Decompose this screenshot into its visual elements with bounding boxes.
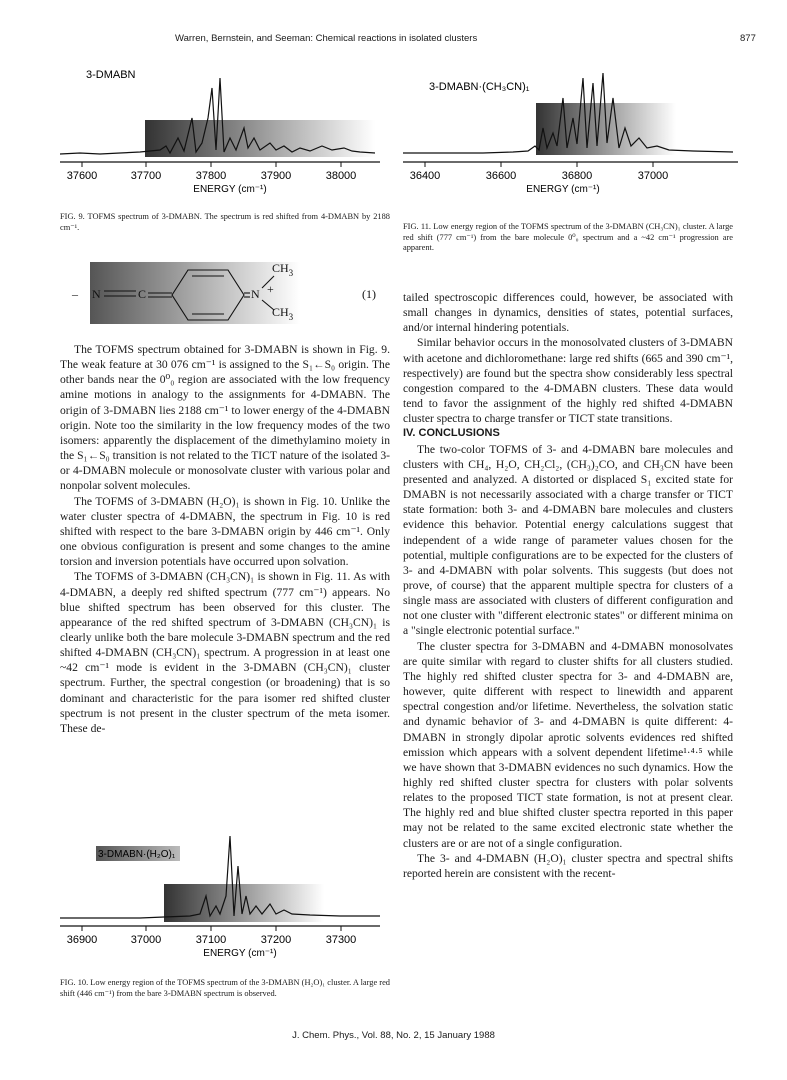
equation-ch3-bottom: $CH_3$ bbox=[272, 305, 294, 322]
equation-plus: + bbox=[267, 282, 274, 296]
fig9-tick-label: 37700 bbox=[130, 170, 162, 182]
journal-footer: J. Chem. Phys., Vol. 88, No. 2, 15 January 1988 bbox=[292, 1030, 495, 1041]
equation-ch3-top: $CH_3$ bbox=[272, 262, 294, 278]
fig11-tick-label: 36400 bbox=[409, 170, 441, 182]
fig10-label: 3-DMABN·(H₂O)₁ bbox=[98, 849, 176, 860]
figure-10 bbox=[60, 826, 390, 966]
paragraph: The TOFMS of 3-DMABN (H₂O)₁ is shown in Fig. 10. Unlike the water cluster spectra of 4-DMABN, the spectrum in Fig. 10 is red shifted with respect to the bare 3-DMABN origin by 446 cm⁻¹. Only one obvious configuration is present and some changes to the amine torsion and inversion potentials have occurred upon solvation. bbox=[60, 494, 390, 569]
fig11-tick-label: 36800 bbox=[561, 170, 593, 182]
fig9-axis-label: ENERGY (cm⁻¹) bbox=[193, 184, 267, 195]
fig11-caption: FIG. 11. Low energy region of the TOFMS spectrum of the 3-DMABN (CH₃CN)₁ cluster. A large red shift (777 cm⁻¹) from the bare molecule 0⁰₀ spectrum and a ~42 cm⁻¹ progression are apparent. bbox=[403, 222, 733, 252]
paragraph: tailed spectroscopic differences could, however, be associated with small changes in dynamics, densities of states, potential surfaces, and/or internal hindering potentials. bbox=[403, 291, 733, 335]
paragraph: The cluster spectra for 3-DMABN and 4-DMABN monosolvates are quite similar with regard to cluster shifts for all clusters studied. The highly red shifted cluster spectra for 3- and 4-DMABN are, however, quite different with respect to linewidth and apparent spectral congestion and/or lifetime. Nevertheless, the solvation static and dynamic behavior of 3- and 4-DMABN is quite different: 4-DMABN in strongly dipolar aprotic solvents evidences red shifted emission which appears with a solvent dependent lifetime¹·⁴·⁵ while we have shown that 3-DMABN evidences no such dynamics. How the highly red shifted cluster spectra for clusters with polar solvents relates to the proposed TICT state formation, is not at present clear. The highly red and blue shifted cluster spectra reported in this paper may not be related to the same excited electronic state whether the clusters are or are not of a single configuration. bbox=[403, 639, 733, 850]
fig9-ticks bbox=[82, 162, 341, 167]
page-number: 877 bbox=[740, 33, 756, 44]
fig10-tick-label: 37100 bbox=[195, 934, 227, 946]
fig10-ticks bbox=[82, 926, 341, 931]
fig9-tick-label: 38000 bbox=[325, 170, 357, 182]
fig9-label: 3-DMABN bbox=[86, 69, 136, 81]
fig9-caption: FIG. 9. TOFMS spectrum of 3-DMABN. The spectrum is red shifted from 4-DMABN by 2188 cm⁻¹. bbox=[60, 212, 390, 232]
figure-11 bbox=[403, 58, 743, 203]
running-title: Warren, Bernstein, and Seeman: Chemical reactions in isolated clusters bbox=[175, 33, 478, 44]
equation-n-right: N bbox=[251, 287, 260, 301]
right-column bbox=[403, 290, 733, 881]
equation-c: C bbox=[138, 287, 147, 301]
equation-minus: – bbox=[72, 287, 78, 301]
fig11-tick-label: 36600 bbox=[485, 170, 517, 182]
fig10-tick-label: 37300 bbox=[325, 934, 357, 946]
fig11-tick-label: 37000 bbox=[637, 170, 669, 182]
fig9-tick-label: 37800 bbox=[195, 170, 227, 182]
fig11-axis-label: ENERGY (cm⁻¹) bbox=[526, 184, 600, 195]
paragraph: The two-color TOFMS of 3- and 4-DMABN bare molecules and clusters with CH₄, H₂O, CH₂Cl₂, (CH₃)₂CO, and CH₃CN have been presented and analyzed. A distorted or displaced S₁ excited state for DMABN is not necessarily associated with a charge transfer or TICT state formation: both 3- and 4-DMABN bare molecules and clusters evidence this behavior. Potential energy calculations suggest that independent of a wide range of parameter values chosen for the potential, multiple configurations are to be expected for the clusters of 3- and 4-DMABN with polar solvents. This suggests (but does not prove, of course) that the apparent multiple spectra for clusters of a single mass are associated with clusters of different configuration and not one cluster with "different electronic states" or different minima on a "single electronic potential surface." bbox=[403, 442, 733, 638]
paragraph: Similar behavior occurs in the monosolvated clusters of 3-DMABN with acetone and dichloromethane: large red shifts (665 and 390 cm⁻¹, respectively) are found but the spectra show considerably less spectral congestion compared to the 4-DMABN clusters. These data would tend to favor the assignment of the highly red shifted 4-DMABN cluster spectra to charge transfer or TICT state transitions. bbox=[403, 336, 733, 426]
paragraph: The TOFMS spectrum obtained for 3-DMABN is shown in Fig. 9. The weak feature at 30 076 cm⁻¹ is assigned to the S₁←S₀ origin. The other bands near the 0⁰₀ region are associated with the low frequency amine motions in analogy to the assignments for 4-DMABN. The origin of 3-DMABN lies 2188 cm⁻¹ to lower energy of the 4-DMABN origin. Note too the similarity in the low frequency modes of the two isomers: apparently the displacement of the dimethylamino moiety in the S₁←S₀ transition is not related to the TICT nature of the isolated 3- or 4-DMABN molecule or monosolvate cluster with various polar and nonpolar solvent molecules. bbox=[60, 343, 390, 493]
fig10-caption: FIG. 10. Low energy region of the TOFMS spectrum of the 3-DMABN (H₂O)₁ cluster. A large red shift (446 cm⁻¹) from the bare 3-DMABN spectrum is observed. bbox=[60, 978, 390, 998]
equation-number: (1) bbox=[362, 287, 376, 301]
paragraph: The 3- and 4-DMABN (H₂O)₁ cluster spectra and spectral shifts reported herein are consistent with the recent- bbox=[403, 851, 733, 880]
fig10-tick-label: 37200 bbox=[260, 934, 292, 946]
fig10-tick-label: 37000 bbox=[130, 934, 162, 946]
fig10-tick-label: 36900 bbox=[66, 934, 98, 946]
left-column bbox=[60, 342, 390, 736]
section-heading: IV. CONCLUSIONS bbox=[403, 427, 500, 440]
equation-n-left: N bbox=[92, 287, 101, 301]
figure-9 bbox=[60, 58, 395, 203]
paragraph: The TOFMS of 3-DMABN (CH₃CN)₁ is shown in Fig. 11. As with 4-DMABN, a deeply red shifted spectrum (777 cm⁻¹) appears. No blue shifted spectrum has been observed for this cluster. The appearance of the red shifted spectrum of 3-DMABN (CH₃CN)₁ is clearly unlike both the bare molecule 3-DMABN spectrum and the red shifted 4-DMABN (CH₃CN)₁ spectrum. A progression in at least one ~42 cm⁻¹ mode is evident in the 3-DMABN (CH₃CN)₁ cluster spectrum. Further, the spectral congestion (or broadening) that is so dominant and characteristic for the para isomer red shifted cluster spectrum is not present in the cluster spectrum of the meta isomer. These de- bbox=[60, 570, 390, 735]
fig10-axis-label: ENERGY (cm⁻¹) bbox=[203, 948, 277, 959]
fig11-label: 3-DMABN·(CH₃CN)₁ bbox=[429, 81, 530, 93]
fig11-ticks bbox=[425, 162, 653, 167]
fig9-tick-label: 37900 bbox=[260, 170, 292, 182]
equation-1 bbox=[62, 262, 392, 326]
fig9-tick-label: 37600 bbox=[66, 170, 98, 182]
fig9-gradient-region bbox=[145, 120, 375, 157]
